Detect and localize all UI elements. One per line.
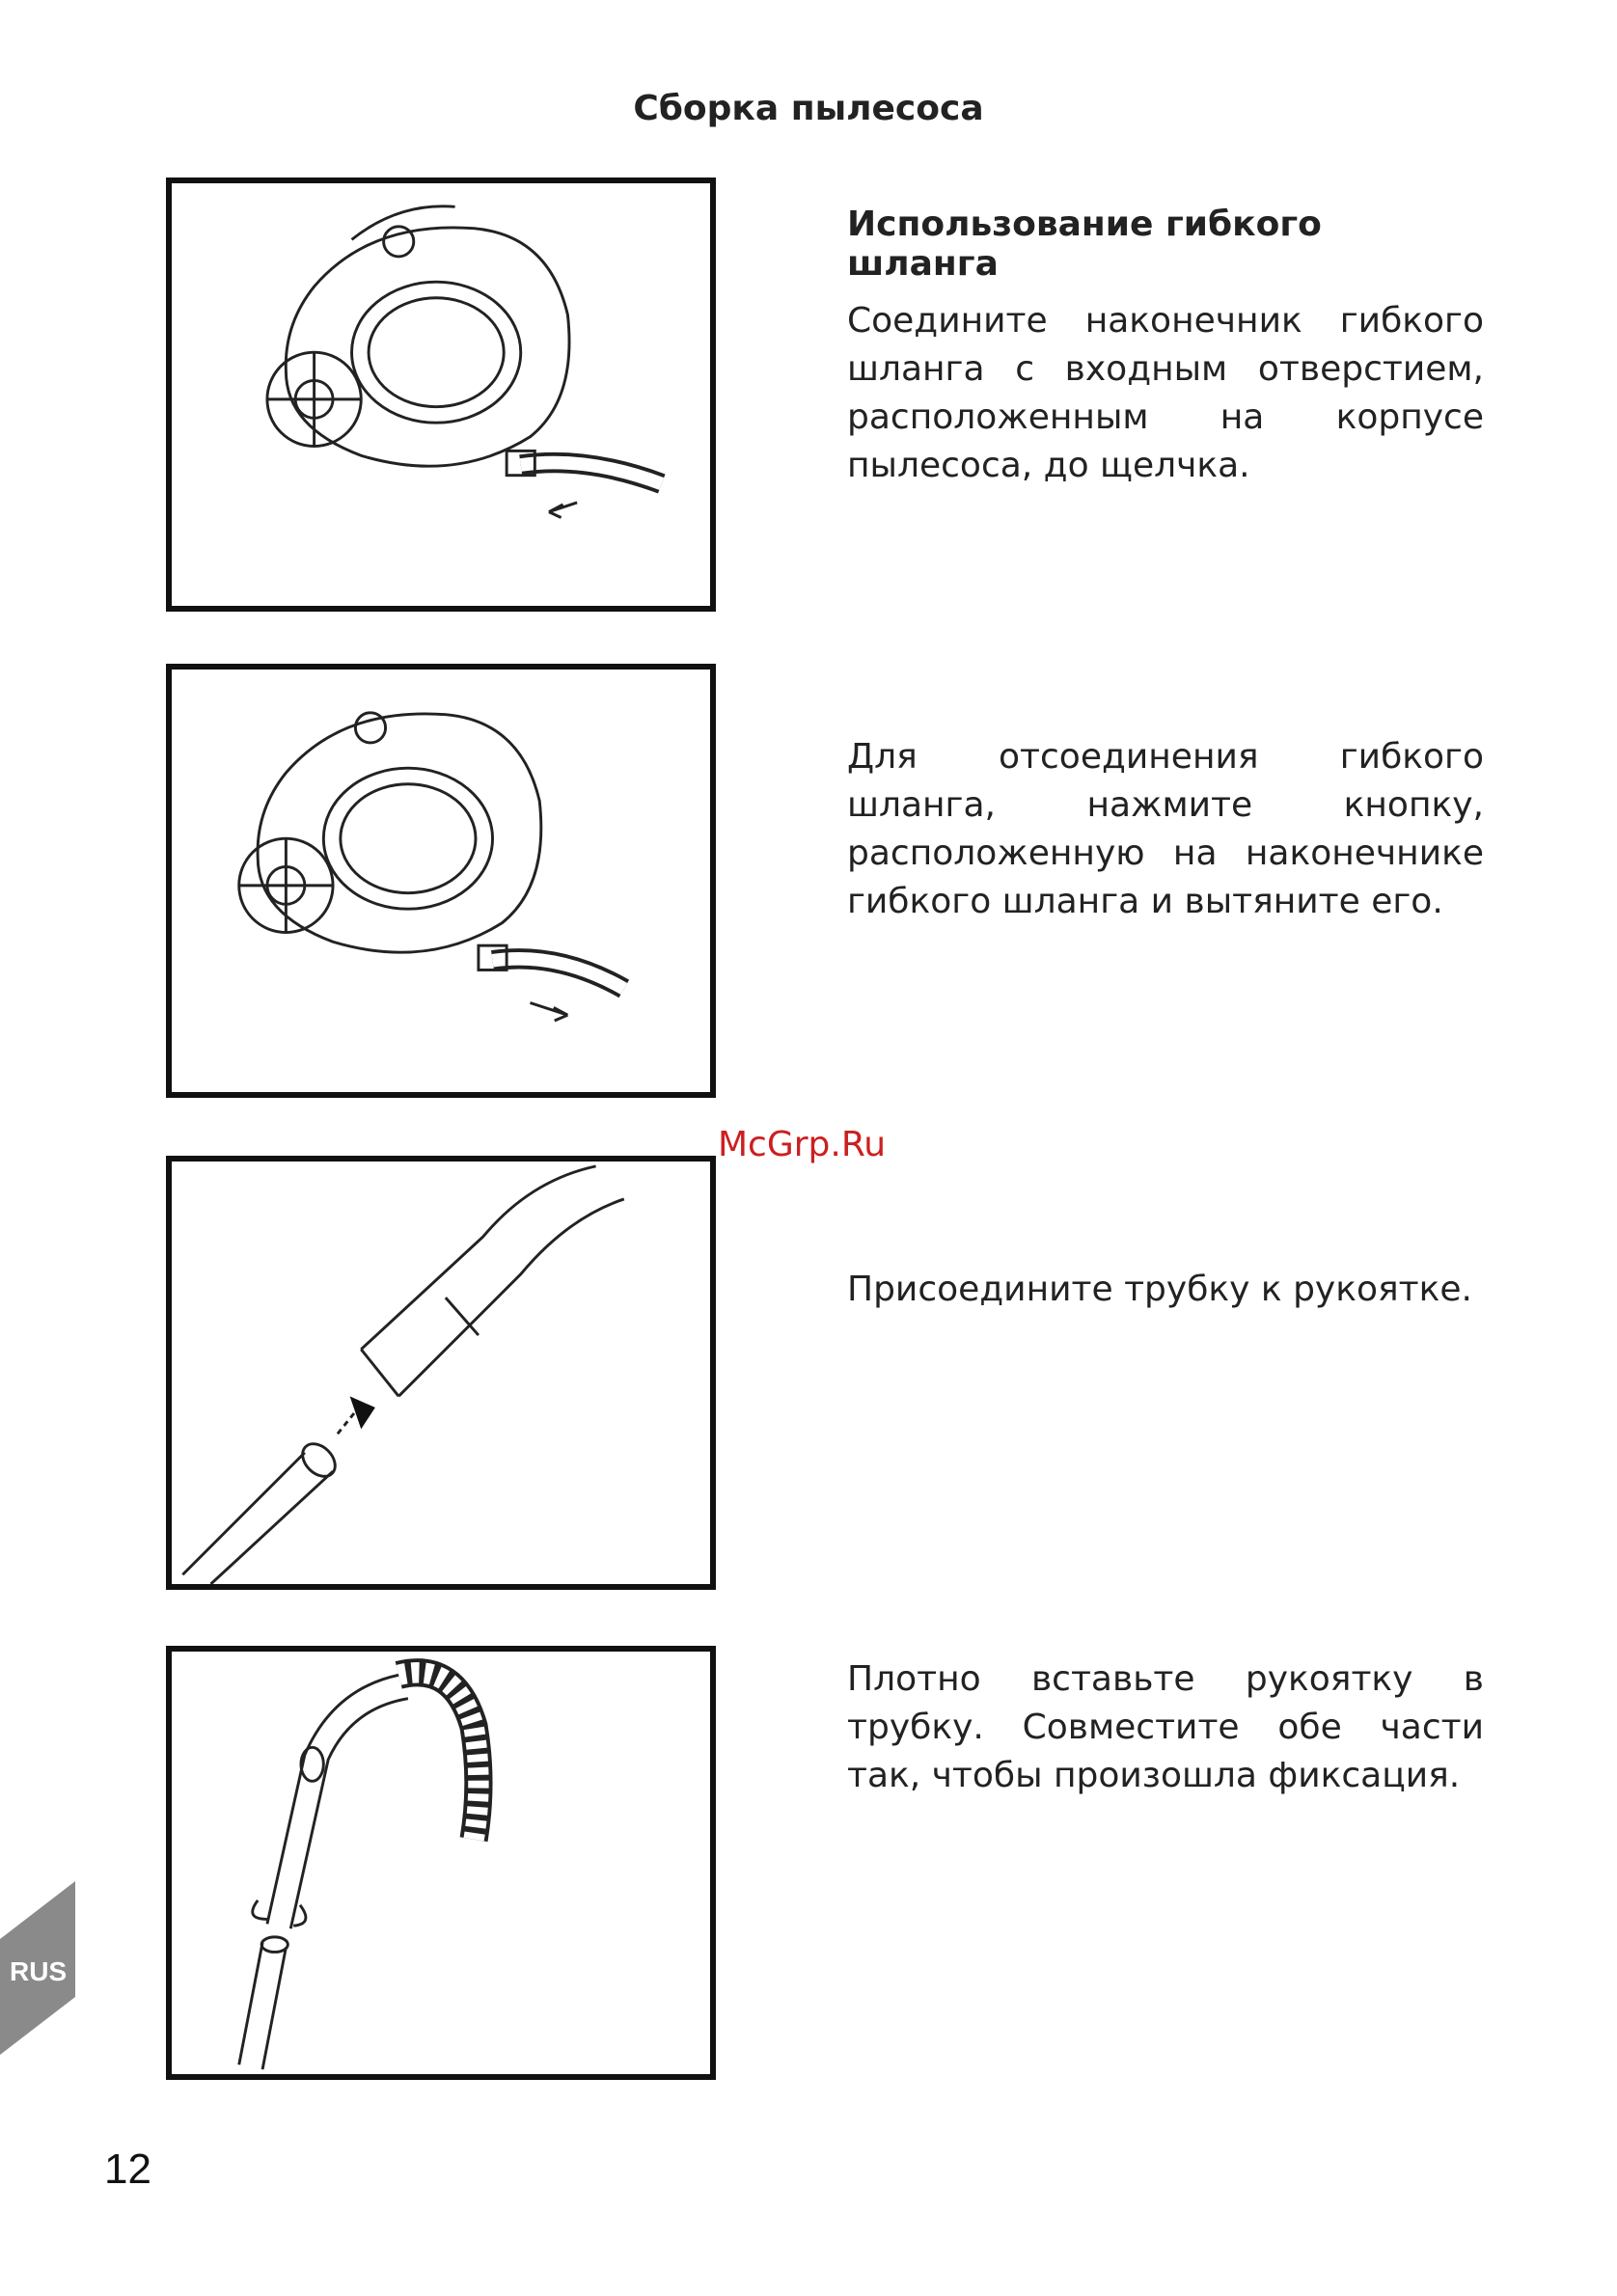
step-1-paragraph: Соедините наконечник гибкого шланга с входным отверстием, расположенным на корпусе пылесоса, до щелчка. (847, 301, 1484, 485)
step-1-text (847, 297, 1484, 490)
step-3-paragraph: Присоедините трубку к рукоятке. (847, 1270, 1472, 1309)
step-4-paragraph: Плотно вставьте рукоятку в трубку. Совместите обе части так, чтобы произошла фиксация. (847, 1659, 1484, 1795)
vacuum-hose-disconnect-illustration (172, 670, 710, 1092)
page-title: Сборка пылесоса (633, 89, 984, 128)
step-3-text (847, 1266, 1484, 1314)
watermark: McGrp.Ru (718, 1125, 887, 1164)
page-number: 12 (104, 2146, 151, 2193)
figure-hose-disconnect (166, 664, 716, 1098)
figure-hose-connect (166, 178, 716, 612)
step-2-paragraph: Для отсоединения гибкого шланга, нажмите кнопку, расположенную на наконечнике гибкого шланга и вытяните его. (847, 737, 1484, 921)
figure-tube-handle (166, 1156, 716, 1590)
language-tab-label: RUS (10, 1956, 68, 1986)
language-tab (0, 1881, 77, 2055)
vacuum-hose-connect-illustration (172, 183, 710, 606)
step-4-text (847, 1655, 1484, 1800)
step-2-text (847, 733, 1484, 926)
section-heading: Использование гибкого шланга (847, 205, 1322, 284)
handle-insert-illustration (172, 1652, 710, 2074)
figure-handle-insert (166, 1646, 716, 2080)
tube-handle-illustration (172, 1162, 710, 1584)
